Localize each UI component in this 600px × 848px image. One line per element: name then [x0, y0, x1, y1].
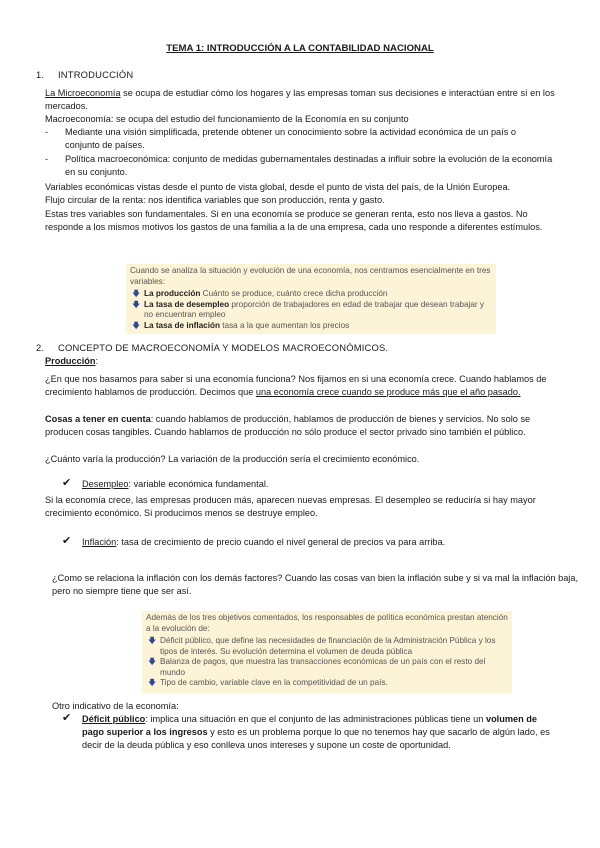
arrow-icon: 🡇 — [132, 299, 141, 309]
paragraph: Otro indicativo de la economía: — [52, 701, 179, 711]
highlight-box: Cuando se analiza la situación y evolución de una economía, nos centramos esencialmente en tres variables: 🡇 La producción Cuánto se produce, cuánto crece dicha producción 🡇 La tasa de desempleo proporción de trabajadores en edad de trabajar que desean trabajar y no encuentran empleo 🡇 La tasa de inflación tasa a la que aumentan los precios — [126, 264, 496, 334]
arrow-icon: 🡇 — [132, 320, 141, 330]
produccion-heading: Producción: — [45, 356, 99, 366]
list-item: 🡇 Tipo de cambio, variable clave en la competitividad de un país. — [148, 678, 388, 687]
list-item: 🡇 La tasa de inflación tasa a la que aumentan los precios — [132, 320, 350, 330]
arrow-icon: 🡇 — [148, 678, 157, 687]
paragraph: Si la economía crece, las empresas producen más, aparecen nuevas empresas. El desempleo se reduciría si hay mayor crecimiento económico. Si producimos menos se destruye empleo. — [45, 495, 536, 518]
paragraph: Estas tres variables son fundamentales. Si en una economía se produce se generan renta, esto nos lleva a gastos. No responde a los mismos motivos los gastos de una familia a la de una empresa, cada uno responde a diferentes estímulos. — [45, 209, 543, 232]
list-item: 🡇 Balanza de pagos, que muestra las transacciones económicas de un país con el resto del mundo — [148, 657, 486, 677]
paragraph: Cosas a tener en cuenta: cuando hablamos de producción, hablamos de producción de bienes y servicios. No solo se producen cosas tangibles. Cuando hablamos de producción no sólo produce el sector privado sino también el público. — [45, 414, 531, 437]
paragraph: Flujo circular de la renta: nos identifica variables que son producción, renta y gasto. — [45, 195, 385, 205]
micro-paragraph: La Microeconomía se ocupa de estudiar cómo los hogares y las empresas toman sus decisiones e interactúan entre sí en los mercados. — [45, 88, 555, 111]
list-item: 🡇 La producción Cuánto se produce, cuánto crece dicha producción — [132, 289, 388, 298]
document-page: TEMA 1: INTRODUCCIÓN A LA CONTABILIDAD NACIONAL 1. INTRODUCCIÓN La Microeconomía se ocupa de estudiar cómo los hogares y las empresas toman sus decisiones e interactúan entre sí en los mercados. Macroeconomía: se ocupa del estudio del funcionamiento de la Economía en su conjunto - Mediante una visión simplificada, pretende obtener un conocimiento sobre la actividad económica de un país o conjunto de países. - Política macroeconómica: conjunto de medidas gubernamentales destinadas a influir sobre la evolución de la economía en su conjunto. Variables económicas vistas desde el punto de vista global, desde el punto de vista del país, de la Unión Europea. Flujo circular de la renta: nos identifica variables que son producción, renta y gasto. Estas tres variables son fundamentales. Si en una economía se produce se generan renta, esto nos lleva a gastos. No responde a los mismos motivos los gastos de una familia a la de una empresa, cada uno responde a diferentes estímulos. Cuando se analiza la situación y evolución de una economía, nos centramos esencialmente en tres variables: 🡇 La producción Cuánto se produce, cuánto crece dicha producción 🡇 La tasa de desempleo proporción de trabajadores en edad de trabajar que desean trabajar y no encuentran empleo 🡇 La tasa de inflación tasa a la que aumentan los precios 2. CONCEPTO DE MACROECONOMÍA Y MODELOS MACROECONÓMICOS. Producción: ¿En que nos basamos para saber si una economía funciona? Nos fijamos en si una economía crece. Cuando hablamos de crecimiento hablamos de producción. Decimos que una economía crece cuando se produce más que el año pasado. Cosas a tener en cuenta: cuando hablamos de producción, hablamos de producción de bienes y servicios. No solo se producen cosas tangibles. Cuando hablamos de producción no sólo produce el sector privado sino también el público. ¿Cuánto varía la producción? La variación de la producción sería el crecimiento económico. ✔ Desempleo: variable económica fundamental. Si la economía crece, las empresas producen más, aparecen nuevas empresas. El desempleo se reduciría si hay mayor crecimiento económico. Si producimos menos se destruye empleo. ✔ Inflación: tasa de crecimiento de precio cuando el nivel general de precios va para arriba. ¿Como se relaciona la inflación con los demás factores? Cuando las cosas van bien la inflación sube y si va mal la inflación baja, pero no siempre tiene que ser así. Además de los tres objetivos comentados, los responsables de política económica prestan atención a la evolución de: 🡇 Déficit público, que define las necesidades de financiación de la Administración Pública y los tipos de interés. Su evolución determina el volumen de deuda pública 🡇 Balanza de pagos, que muestra las transacciones económicas de un país con el resto del mundo 🡇 Tipo de cambio, variable clave en la competitividad de un país. Otro indicativo de la economía: ✔ Déficit público: implica una situación en que el conjunto de las administraciones públicas tiene un volumen de pago superior a los ingresos y esto es un problema porque lo que no tenemos hay que sacarlo de algún lado, es decir de la deuda pública y eso conlleva unos intereses y supone un coste de oportunidad. — [0, 0, 600, 848]
paragraph: ¿En que nos basamos para saber si una economía funciona? Nos fijamos en si una economía crece. Cuando hablamos de crecimiento hablamos de producción. Decimos que una economía crece cuando se produce más que el año pasado. — [45, 374, 547, 397]
list-item: 🡇 La tasa de desempleo proporción de trabajadores en edad de trabajar que desean trabajar y no encuentran empleo — [132, 299, 484, 319]
document-title: TEMA 1: INTRODUCCIÓN A LA CONTABILIDAD NACIONAL — [166, 43, 434, 54]
check-icon: ✔ — [62, 477, 72, 489]
macro-paragraph: Macroeconomía: se ocupa del estudio del funcionamiento de la Economía en su conjunto — [45, 114, 409, 124]
paragraph: Variables económicas vistas desde el punto de vista global, desde el punto de vista del país, de la Unión Europea. — [45, 182, 511, 192]
section-2-heading: 2. CONCEPTO DE MACROECONOMÍA Y MODELOS MACROECONÓMICOS. — [36, 342, 389, 353]
section-1-heading: 1. INTRODUCCIÓN — [36, 69, 134, 80]
list-item: 🡇 Déficit público, que define las necesidades de financiación de la Administración Pública y los tipos de interés. Su evolución determina el volumen de deuda pública — [148, 636, 496, 656]
paragraph: ¿Cuánto varía la producción? La variación de la producción sería el crecimiento económico. — [45, 454, 420, 464]
arrow-icon: 🡇 — [148, 636, 157, 645]
check-icon: ✔ — [62, 535, 72, 547]
check-icon: ✔ — [62, 712, 72, 724]
arrow-icon: 🡇 — [132, 289, 141, 298]
paragraph: ¿Como se relaciona la inflación con los demás factores? Cuando las cosas van bien la inflación sube y si va mal la inflación baja, pero no siempre tiene que ser así. — [52, 573, 579, 596]
highlight-box: Además de los tres objetivos comentados, los responsables de política económica prestan atención a la evolución de: 🡇 Déficit público, que define las necesidades de financiación de la Administración Pública y los tipos de interés. Su evolución determina el volumen de deuda pública 🡇 Balanza de pagos, que muestra las transacciones económicas de un país con el resto del mundo 🡇 Tipo de cambio, variable clave en la competitividad de un país. — [142, 611, 512, 693]
arrow-icon: 🡇 — [148, 657, 157, 666]
